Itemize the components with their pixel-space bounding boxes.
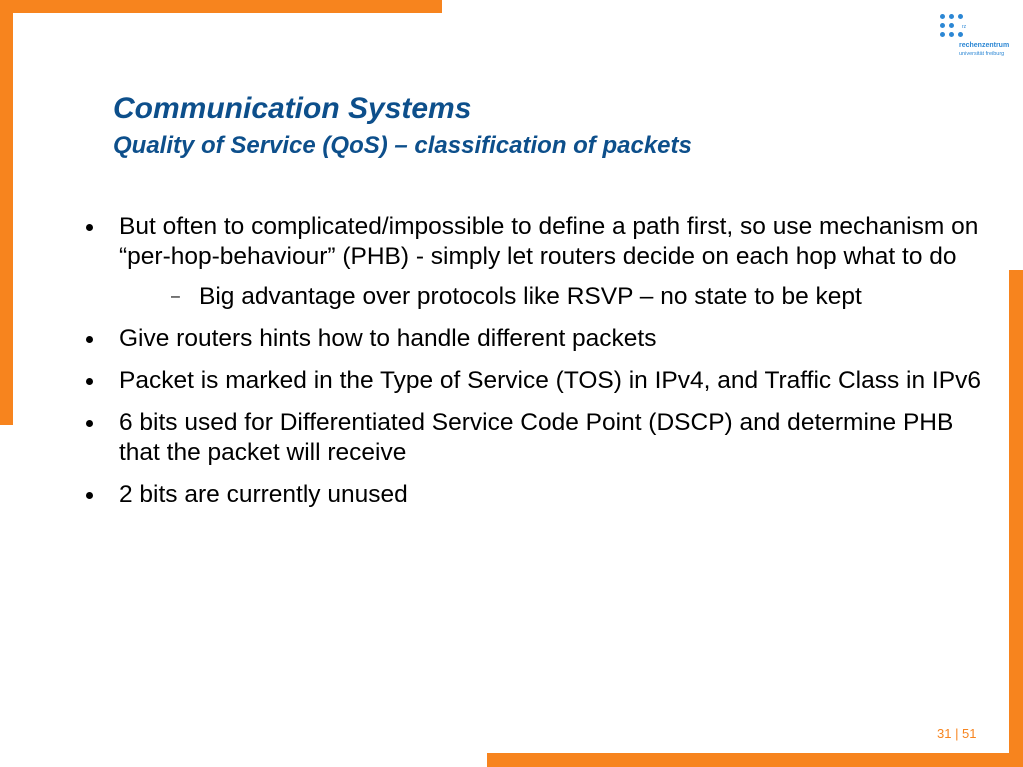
top-accent-bar — [0, 0, 442, 13]
list-item — [82, 408, 992, 468]
slide-subtitle: Quality of Service (QoS) – classification of packets — [113, 132, 692, 159]
left-accent-bar — [0, 0, 13, 425]
bullet-icon — [86, 492, 93, 499]
bullet-text: 2 bits are currently unused — [119, 481, 408, 508]
page-number: 31 | 51 — [937, 726, 977, 741]
logo-subtitle: universität freiburg — [959, 51, 1005, 57]
sub-list-item — [119, 282, 992, 312]
bullet-text: Give routers hints how to handle different packets — [119, 325, 657, 352]
right-accent-bar — [1009, 270, 1023, 767]
sub-bullet-text: Big advantage over protocols like RSVP – no state to be kept — [199, 283, 862, 310]
dash-icon: – — [171, 288, 180, 305]
bullet-text: But often to complicated/impossible to define a path first, so use mechanism on “per-hop-behaviour” (PHB) - simply let routers decide on each hop what to do — [119, 213, 979, 270]
bullet-text: 6 bits used for Differentiated Service Code Point (DSCP) and determine PHB that the packet will receive — [119, 409, 954, 466]
bullet-icon — [86, 224, 93, 231]
logo-name: rechenzentrum — [959, 42, 1010, 49]
bullet-icon — [86, 420, 93, 427]
rechenzentrum-logo — [940, 14, 1010, 66]
bottom-accent-bar — [487, 753, 1023, 767]
slide-title: Communication Systems — [113, 92, 472, 125]
bullet-icon — [86, 378, 93, 385]
list-item — [82, 480, 992, 510]
bullet-list — [82, 212, 992, 522]
logo-rz: rz — [962, 24, 967, 30]
bullet-icon — [86, 336, 93, 343]
list-item — [82, 212, 992, 312]
bullet-text: Packet is marked in the Type of Service (TOS) in IPv4, and Traffic Class in IPv6 — [119, 367, 981, 394]
list-item — [82, 324, 992, 354]
list-item — [82, 366, 992, 396]
